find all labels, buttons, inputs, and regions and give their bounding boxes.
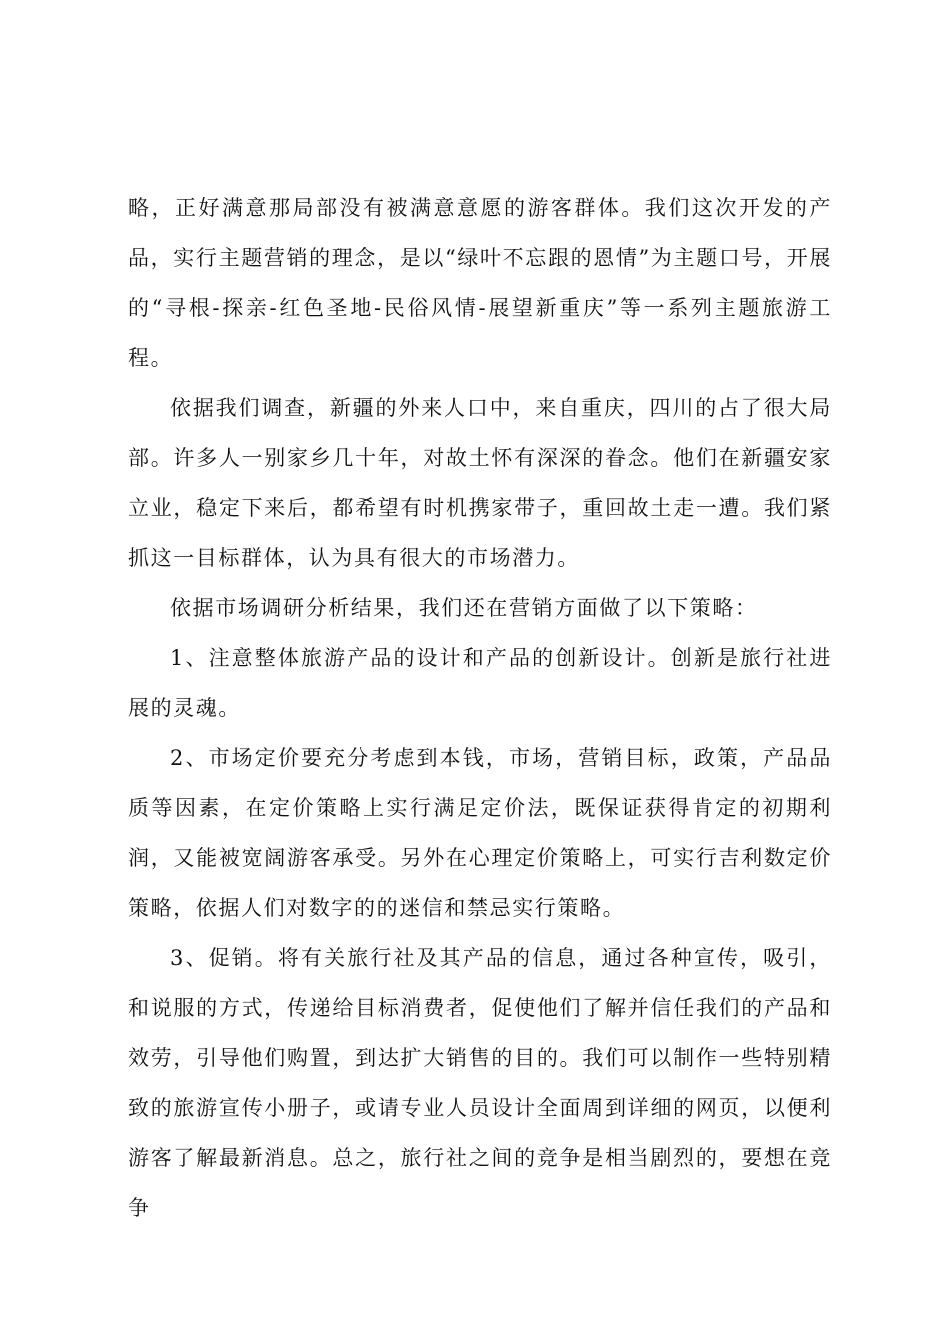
paragraph-5: 2、市场定价要充分考虑到本钱，市场，营销目标，政策，产品品质等因素，在定价策略上实行满足定价法，既保证获得肯定的初期利润，又能被宽阔游客承受。另外在心理定价策略上，可实行吉利数定价策略，依据人们对数字的的迷信和禁忌实行策略。 [128, 746, 832, 920]
document-body [128, 183, 832, 1233]
paragraph-6: 3、促销。将有关旅行社及其产品的信息，通过各种宣传，吸引，和说服的方式，传递给目标消费者，促使他们了解并信任我们的产品和效劳，引导他们购置，到达扩大销售的目的。我们可以制作一些特别精致的旅游宣传小册子，或请专业人员设计全面周到详细的网页，以便利游客了解最新消息。总之，旅行社之间的竞争是相当剧烈的，要想在竞争 [128, 946, 832, 1220]
paragraph-2: 依据我们调查，新疆的外来人口中，来自重庆，四川的占了很大局部。许多人一别家乡几十年，对故土怀有深深的眷念。他们在新疆安家立业，稳定下来后，都希望有时机携家带子，重回故土走一遭。我们紧抓这一目标群体，认为具有很大的市场潜力。 [128, 396, 832, 570]
paragraph-1: 略，正好满意那局部没有被满意意愿的游客群体。我们这次开发的产品，实行主题营销的理念，是以“绿叶不忘跟的恩情”为主题口号，开展的“寻根-探亲-红色圣地-民俗风情-展望新重庆”等一系列主题旅游工程。 [128, 196, 832, 370]
paragraph-4: 1、注意整体旅游产品的设计和产品的创新设计。创新是旅行社进展的灵魂。 [128, 646, 832, 720]
paragraph-3: 依据市场调研分析结果，我们还在营销方面做了以下策略： [170, 596, 758, 620]
